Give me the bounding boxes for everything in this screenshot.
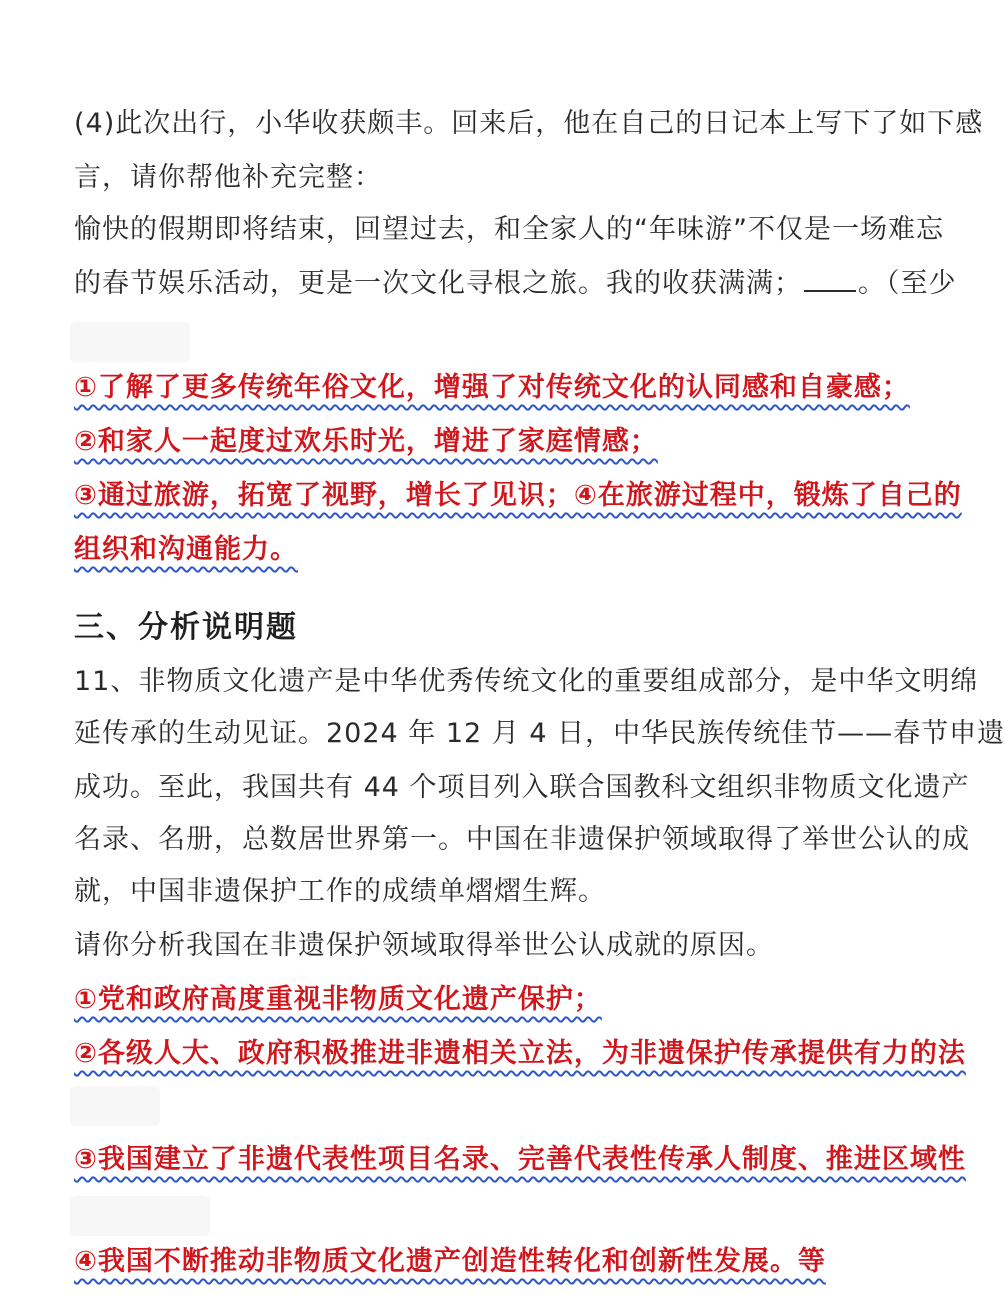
- q11-line-1: 11、非物质文化遗产是中华优秀传统文化的重要组成部分，是中华文明绵: [74, 666, 979, 697]
- q11-line-2: 延传承的生动见证。2024 年 12 月 4 日，中华民族传统佳节——春节申遗: [74, 718, 1005, 749]
- q4-line-1: (4)此次出行，小华收获颇丰。回来后，他在自己的日记本上写下了如下感: [74, 108, 984, 139]
- q11-answer-4: ④我国不断推动非物质文化遗产创造性转化和创新性发展。等: [74, 1246, 826, 1277]
- q4-line-4: [74, 264, 957, 304]
- q4-line-3: 愉快的假期即将结束，回望过去，和全家人的“年味游”不仅是一场难忘: [74, 214, 944, 245]
- q11-answer-2: ②各级人大、政府积极推进非遗相关立法，为非遗保护传承提供有力的法: [74, 1038, 966, 1069]
- faint-smudge: [70, 1086, 160, 1126]
- q4-answer-1: ①了解了更多传统年俗文化，增强了对传统文化的认同感和自豪感；: [74, 372, 910, 403]
- q11-line-4: 名录、名册，总数居世界第一。中国在非遗保护领域取得了举世公认的成: [74, 824, 970, 855]
- q11-line-3: 成功。至此，我国共有 44 个项目列入联合国教科文组织非物质文化遗产: [74, 772, 970, 803]
- q4-answer-4: 组织和沟通能力。: [74, 534, 298, 565]
- q11-answer-3: ③我国建立了非遗代表性项目名录、完善代表性传承人制度、推进区域性: [74, 1144, 966, 1175]
- answer-blank: [804, 264, 856, 292]
- q11-line-6: 请你分析我国在非遗保护领域取得举世公认成就的原因。: [74, 930, 774, 961]
- q4-line-4-text: 的春节娱乐活动，更是一次文化寻根之旅。我的收获满满；: [74, 268, 802, 299]
- q4-line-4-tail: 。（至少: [858, 268, 957, 299]
- section-title: 三、分析说明题: [74, 610, 298, 645]
- faint-smudge: [70, 322, 190, 362]
- q4-answer-3: ③通过旅游，拓宽了视野，增长了见识；④在旅游过程中，锻炼了自己的: [74, 480, 962, 511]
- q4-line-2: 言，请你帮他补充完整：: [74, 162, 382, 193]
- q11-line-5: 就，中国非遗保护工作的成绩单熠熠生辉。: [74, 876, 606, 907]
- faint-smudge: [70, 1196, 210, 1236]
- q4-answer-2: ②和家人一起度过欢乐时光，增进了家庭情感；: [74, 426, 658, 457]
- q11-answer-1: ①党和政府高度重视非物质文化遗产保护；: [74, 984, 602, 1015]
